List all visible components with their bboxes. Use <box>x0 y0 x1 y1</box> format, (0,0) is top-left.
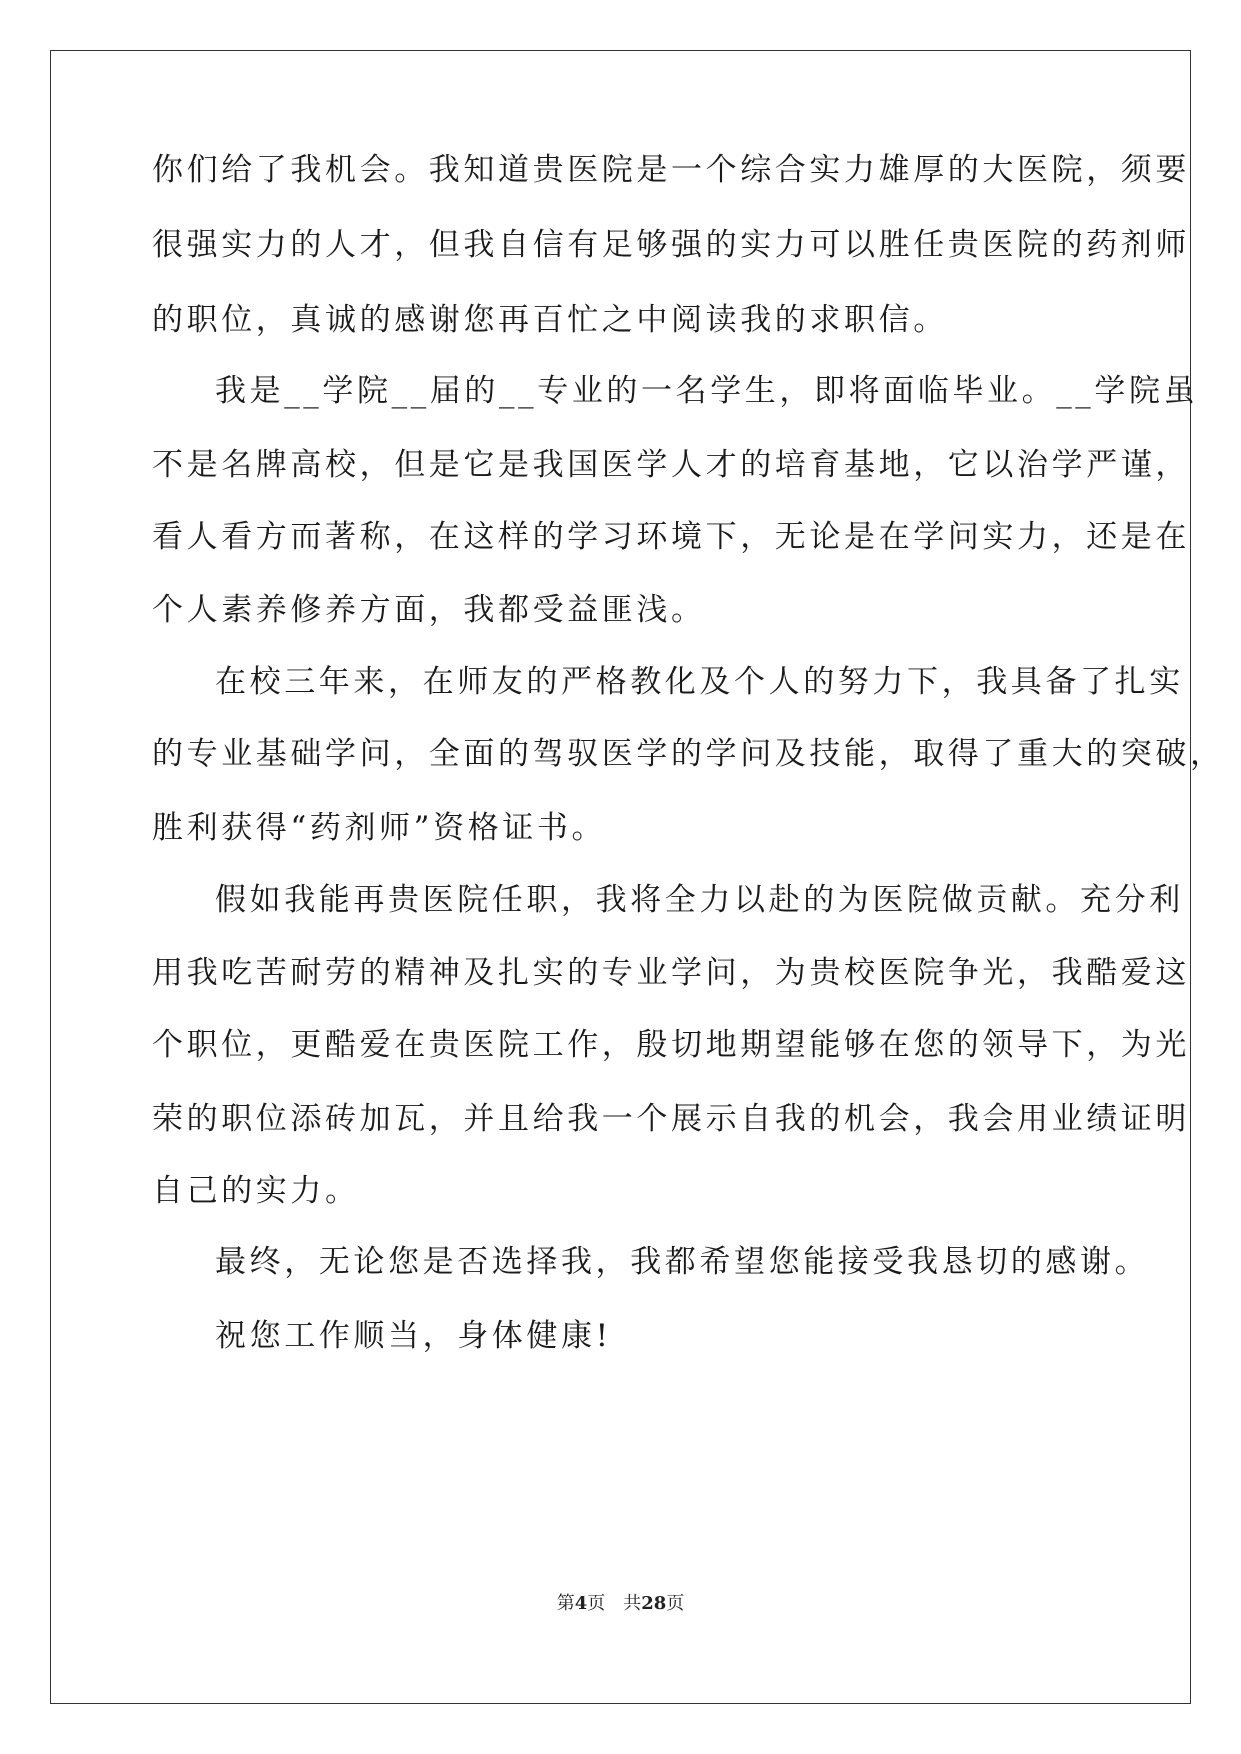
page-border <box>50 50 1191 1704</box>
text-line: 的专业基础学问，全面的驾驭医学的学问及技能，取得了重大的突破， <box>152 736 1225 772</box>
text-line: 自己的实力。 <box>152 1173 360 1209</box>
paragraph-first-line: 假如我能再贵医院任职，我将全力以赴的为医院做贡献。充分利 <box>215 882 1184 918</box>
text-line: 不是名牌高校，但是它是我国医学人才的培育基地，它以治学严谨， <box>152 447 1190 483</box>
page-footer <box>0 1593 1241 1615</box>
page-prefix: 第 <box>556 1593 575 1614</box>
total-pages: 28 <box>641 1593 667 1614</box>
text-line: 胜利获得“药剂师”资格证书。 <box>152 810 607 846</box>
text-line: 用我吃苦耐劳的精神及扎实的专业学问，为贵校医院争光，我酷爱这 <box>152 955 1190 991</box>
paragraph-first-line: 最终，无论您是否选择我，我都希望您能接受我恳切的感谢。 <box>215 1244 1150 1280</box>
text-line: 荣的职位添砖加瓦，并且给我一个展示自我的机会，我会用业绩证明 <box>152 1101 1190 1137</box>
text-line: 很强实力的人才，但我自信有足够强的实力可以胜任贵医院的药剂师 <box>152 227 1190 263</box>
page-number: 4 <box>574 1593 588 1614</box>
text-line: 你们给了我机会。我知道贵医院是一个综合实力雄厚的大医院，须要 <box>152 152 1190 188</box>
text-line: 个职位，更酷爱在贵医院工作，殷切地期望能够在您的领导下，为光 <box>152 1027 1190 1063</box>
total-suffix: 页 <box>666 1593 685 1614</box>
total-prefix: 共 <box>623 1593 642 1614</box>
paragraph-first-line: 我是__学院__届的__专业的一名学生，即将面临毕业。__学院虽 <box>215 373 1199 409</box>
paragraph-first-line: 在校三年来，在师友的严格教化及个人的努力下，我具备了扎实 <box>215 664 1184 700</box>
text-line: 的职位，真诚的感谢您再百忙之中阅读我的求职信。 <box>152 302 948 338</box>
text-line: 个人素养修养方面，我都受益匪浅。 <box>152 592 706 628</box>
closing-line: 祝您工作顺当，身体健康! <box>215 1318 612 1354</box>
text-line: 看人看方而著称，在这样的学习环境下，无论是在学问实力，还是在 <box>152 519 1190 555</box>
page-suffix: 页 <box>587 1593 606 1614</box>
